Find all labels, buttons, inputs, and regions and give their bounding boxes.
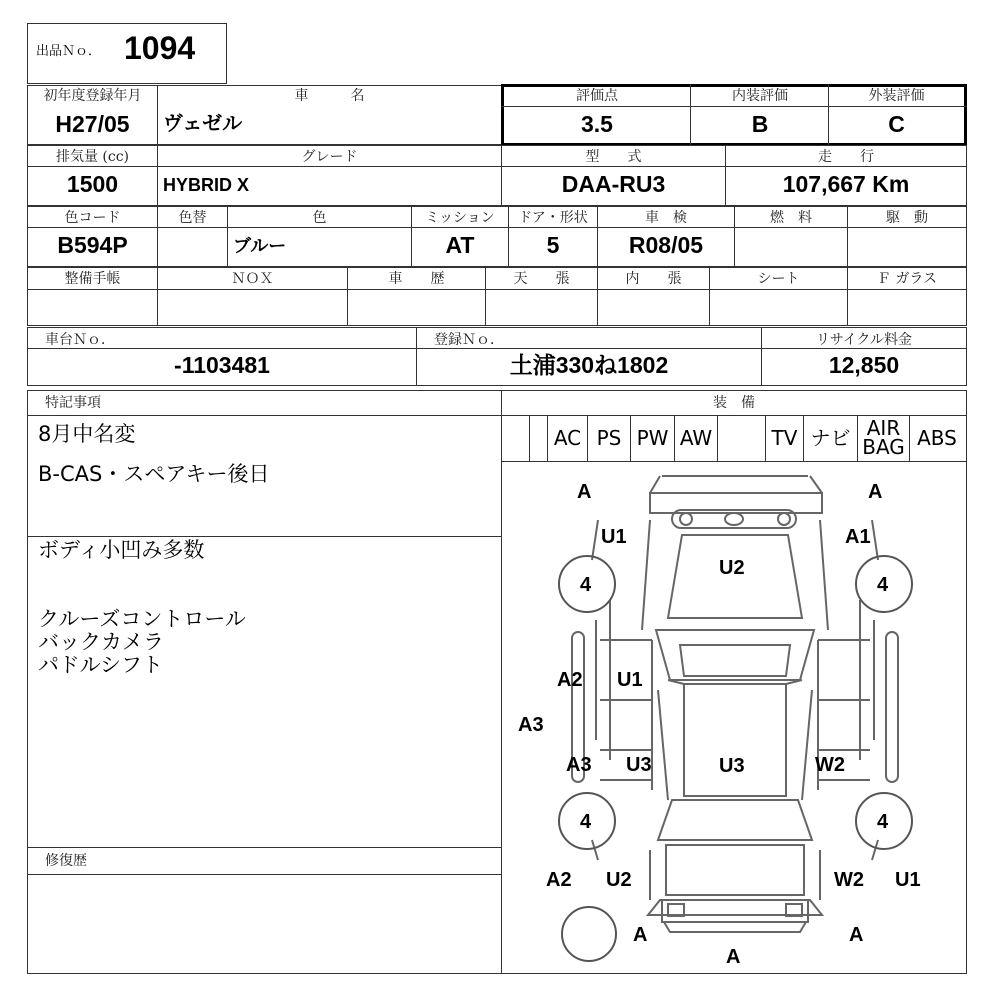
mark-left-front-door-u: U1 [617, 669, 643, 691]
reg-cell [27, 85, 158, 145]
interior-trim-cell [597, 267, 710, 326]
equip-navi: ナビ [803, 416, 857, 461]
color-code-value: B594P [57, 232, 128, 258]
name-label: 車 名 [294, 88, 365, 104]
note-line: パドルシフト [38, 653, 164, 677]
color-code-cell [27, 206, 158, 267]
divider [27, 874, 502, 875]
grade-label: グレード [301, 149, 358, 165]
seat-cell [709, 267, 848, 326]
mission-value: AT [445, 232, 475, 258]
mark-rear-right-u: U1 [895, 869, 921, 891]
mark-wheel-rear-right: 4 [877, 811, 889, 833]
plate-value: 土浦330ね1802 [509, 352, 669, 378]
mark-front-right-corner: A [868, 481, 883, 503]
lot-number: 1094 [124, 30, 196, 66]
equip-airbag [857, 416, 909, 461]
recycle-cell [761, 327, 967, 386]
seat-label: シート [757, 271, 800, 287]
chassis-cell [27, 327, 417, 386]
car-diagram [501, 462, 967, 974]
grade-value: HYBRID X [163, 175, 250, 195]
mark-rear-left-corner: A [633, 924, 648, 946]
mark-roof: U3 [719, 755, 745, 777]
divider [27, 536, 502, 537]
nox-label: ＮＯＸ [231, 271, 274, 287]
chassis-label: 車台Ｎｏ． [45, 332, 115, 348]
equip-blank-1 [529, 416, 547, 461]
divider [501, 106, 967, 107]
mark-front-left-fender: U1 [601, 526, 627, 548]
score-label: 評価点 [576, 88, 618, 104]
inspection-cell [597, 206, 735, 267]
reg-value: H27/05 [55, 111, 130, 137]
roof-label: 天 張 [513, 271, 570, 287]
glass-label: Ｆ ガラス [876, 271, 938, 287]
interior-trim-label: 内 張 [625, 271, 682, 287]
divider [27, 348, 967, 349]
exterior-value: C [888, 111, 905, 137]
drive-cell [847, 206, 967, 267]
score-value: 3.5 [581, 111, 613, 137]
door-label: ドア・形状 [518, 210, 588, 226]
interior-label: 内装評価 [732, 88, 788, 104]
glass-cell [847, 267, 967, 326]
spare-tire [562, 907, 616, 961]
name-cell [157, 85, 502, 145]
color-value: ブルー [233, 236, 287, 256]
divider [27, 227, 967, 228]
divider [690, 84, 691, 146]
color-cell [227, 206, 412, 267]
note-line: クルーズコントロール [38, 607, 246, 631]
name-value: ヴェゼル [163, 113, 243, 135]
disp-value: 1500 [66, 171, 119, 197]
model-label: 型 式 [585, 149, 642, 165]
exterior-label: 外装評価 [868, 88, 925, 104]
mark-rear-right-w: W2 [834, 869, 864, 891]
history-label: 車 歴 [388, 271, 445, 287]
mark-hood: U2 [719, 557, 745, 579]
divider [27, 166, 967, 167]
mark-wheel-front-left: 4 [580, 574, 592, 596]
notes-label: 特記事項 [45, 395, 101, 411]
disp-cell [27, 145, 158, 206]
mark-left-rear-door-a: A3 [566, 754, 592, 776]
mark-left-side-a: A3 [518, 714, 544, 736]
inspection-label: 車 検 [645, 210, 687, 226]
door-cell [508, 206, 598, 267]
mark-front-right-fender: A1 [845, 526, 871, 548]
note-line: B-CAS・スペアキー後日 [38, 462, 270, 486]
nox-cell [157, 267, 348, 326]
note-line: ボディ小凹み多数 [38, 538, 205, 562]
mark-rear-bumper: A [726, 946, 741, 968]
color-label: 色 [312, 210, 327, 226]
mark-wheel-front-right: 4 [877, 574, 889, 596]
equip-aw: AW [674, 416, 717, 461]
mission-cell [411, 206, 509, 267]
airbag-line-1: AIR [866, 416, 901, 440]
interior-value: B [751, 111, 769, 137]
mark-front-left-corner: A [577, 481, 592, 503]
divider [27, 847, 502, 848]
airbag-line-2: BAG [862, 435, 905, 459]
mileage-value: 107,667 Km [782, 171, 910, 197]
recycle-value: 12,850 [828, 352, 900, 378]
equip-blank-2 [717, 416, 765, 461]
equip-ac: AC [547, 416, 587, 461]
mileage-label: 走 行 [818, 149, 874, 165]
fuel-label: 燃 料 [770, 210, 812, 226]
reg-label: 初年度登録年月 [43, 88, 142, 104]
divider [27, 415, 502, 416]
service-cell [27, 267, 158, 326]
color-code-label: 色コード [64, 210, 121, 226]
repair-label: 修復歴 [45, 853, 87, 869]
equip-abs: ABS [909, 416, 964, 461]
plate-cell [416, 327, 762, 386]
inspection-value: R08/05 [628, 232, 704, 258]
model-value: DAA-RU3 [561, 171, 666, 197]
equipment-label: 装 備 [713, 395, 755, 411]
lot-box [27, 23, 227, 84]
mark-left-rear-door-u: U3 [626, 754, 652, 776]
repaint-label: 色替 [178, 210, 207, 226]
chassis-value: -1103481 [174, 352, 270, 378]
mark-rear-right-corner: A [849, 924, 864, 946]
service-label: 整備手帳 [64, 271, 121, 287]
mark-right-rear-door: W2 [815, 754, 845, 776]
fuel-cell [734, 206, 848, 267]
mark-left-front-door-a: A2 [557, 669, 583, 691]
mark-rear-left-a: A2 [546, 869, 572, 891]
model-cell [501, 145, 726, 206]
divider [828, 84, 829, 146]
note-line: 8月中名変 [38, 422, 136, 446]
mark-rear-left-u: U2 [606, 869, 632, 891]
note-line: バックカメラ [38, 630, 164, 654]
door-value: 5 [546, 232, 560, 258]
history-cell [347, 267, 486, 326]
mark-wheel-rear-left: 4 [580, 811, 592, 833]
lot-label: 出品Ｎｏ． [36, 44, 102, 59]
equip-pw: PW [630, 416, 674, 461]
disp-label: 排気量 (cc) [55, 149, 130, 165]
equip-tv: TV [765, 416, 803, 461]
mileage-cell [725, 145, 967, 206]
repaint-cell [157, 206, 228, 267]
roof-cell [485, 267, 598, 326]
divider [27, 289, 967, 290]
equip-ps: PS [587, 416, 630, 461]
plate-label: 登録Ｎｏ． [434, 332, 504, 348]
mission-label: ミッション [425, 210, 495, 226]
drive-label: 駆 動 [886, 210, 928, 226]
grade-cell [157, 145, 502, 206]
recycle-label: リサイクル料金 [815, 332, 913, 348]
